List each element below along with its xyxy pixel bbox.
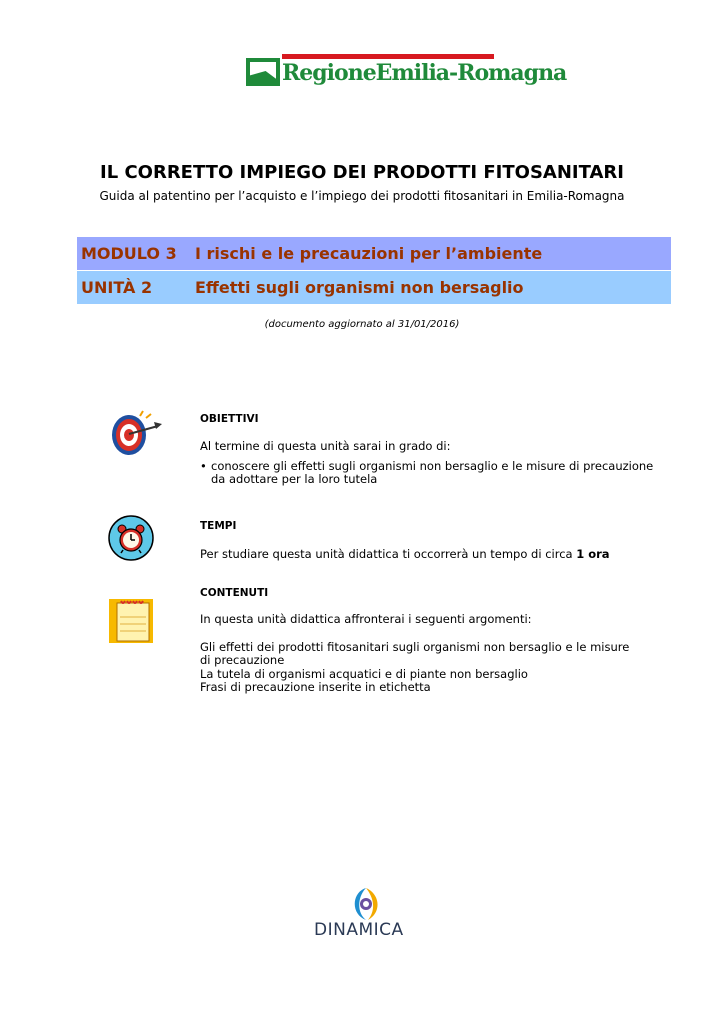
target-icon [108,408,164,458]
regione-logo [246,54,567,90]
contenuti-item: La tutela di organismi acquatici e di piante non bersaglio [200,667,528,681]
dinamica-mark-icon [344,886,388,922]
alarm-clock-icon [108,515,154,561]
tempi-text-line [200,548,660,561]
notepad-icon [108,597,154,645]
bullet-dot: • [200,459,207,473]
contenuti-item: Gli effetti dei prodotti fitosanitari sugli organismi non bersaglio e le misure di precauzione [200,640,630,667]
obiettivi-intro: Al termine di questa unità sarai in grado di: [200,439,451,453]
logo-text: RegioneEmilia-Romagna [282,60,567,86]
contenuti-item: Frasi di precauzione inserite in etichetta [200,680,431,694]
modulo-label: MODULO 3 [81,244,177,263]
tempi-heading: TEMPI [200,520,237,532]
update-note: (documento aggiornato al 31/01/2016) [264,319,460,330]
tempi-text: Per studiare questa unità didattica ti occorrerà un tempo di circa [200,547,573,561]
modulo-title: I rischi e le precauzioni per l’ambiente [195,244,543,263]
unita-label: UNITÀ 2 [81,278,153,297]
obiettivi-bullet-text: conoscere gli effetti sugli organismi non bersaglio e le misure di precauzione da adottare per la loro tutela [211,459,654,486]
logo-flag-icon [246,58,280,86]
document-subtitle: Guida al patentino per l’acquisto e l’impiego dei prodotti fitosanitari in Emilia-Romagna [99,189,625,203]
obiettivi-heading: OBIETTIVI [200,413,259,425]
dinamica-text: DINAMICA [314,920,404,940]
unita-banner [77,271,671,304]
modulo-banner [77,237,671,270]
contenuti-intro: In questa unità didattica affronterai i seguenti argomenti: [200,612,532,626]
dinamica-logo [312,886,416,942]
contenuti-heading: CONTENUTI [200,587,269,599]
unita-title: Effetti sugli organismi non bersaglio [195,278,524,297]
tempi-duration: 1 ora [576,547,610,561]
logo-red-bar [282,54,494,59]
document-title: IL CORRETTO IMPIEGO DEI PRODOTTI FITOSANITARI [100,162,624,183]
